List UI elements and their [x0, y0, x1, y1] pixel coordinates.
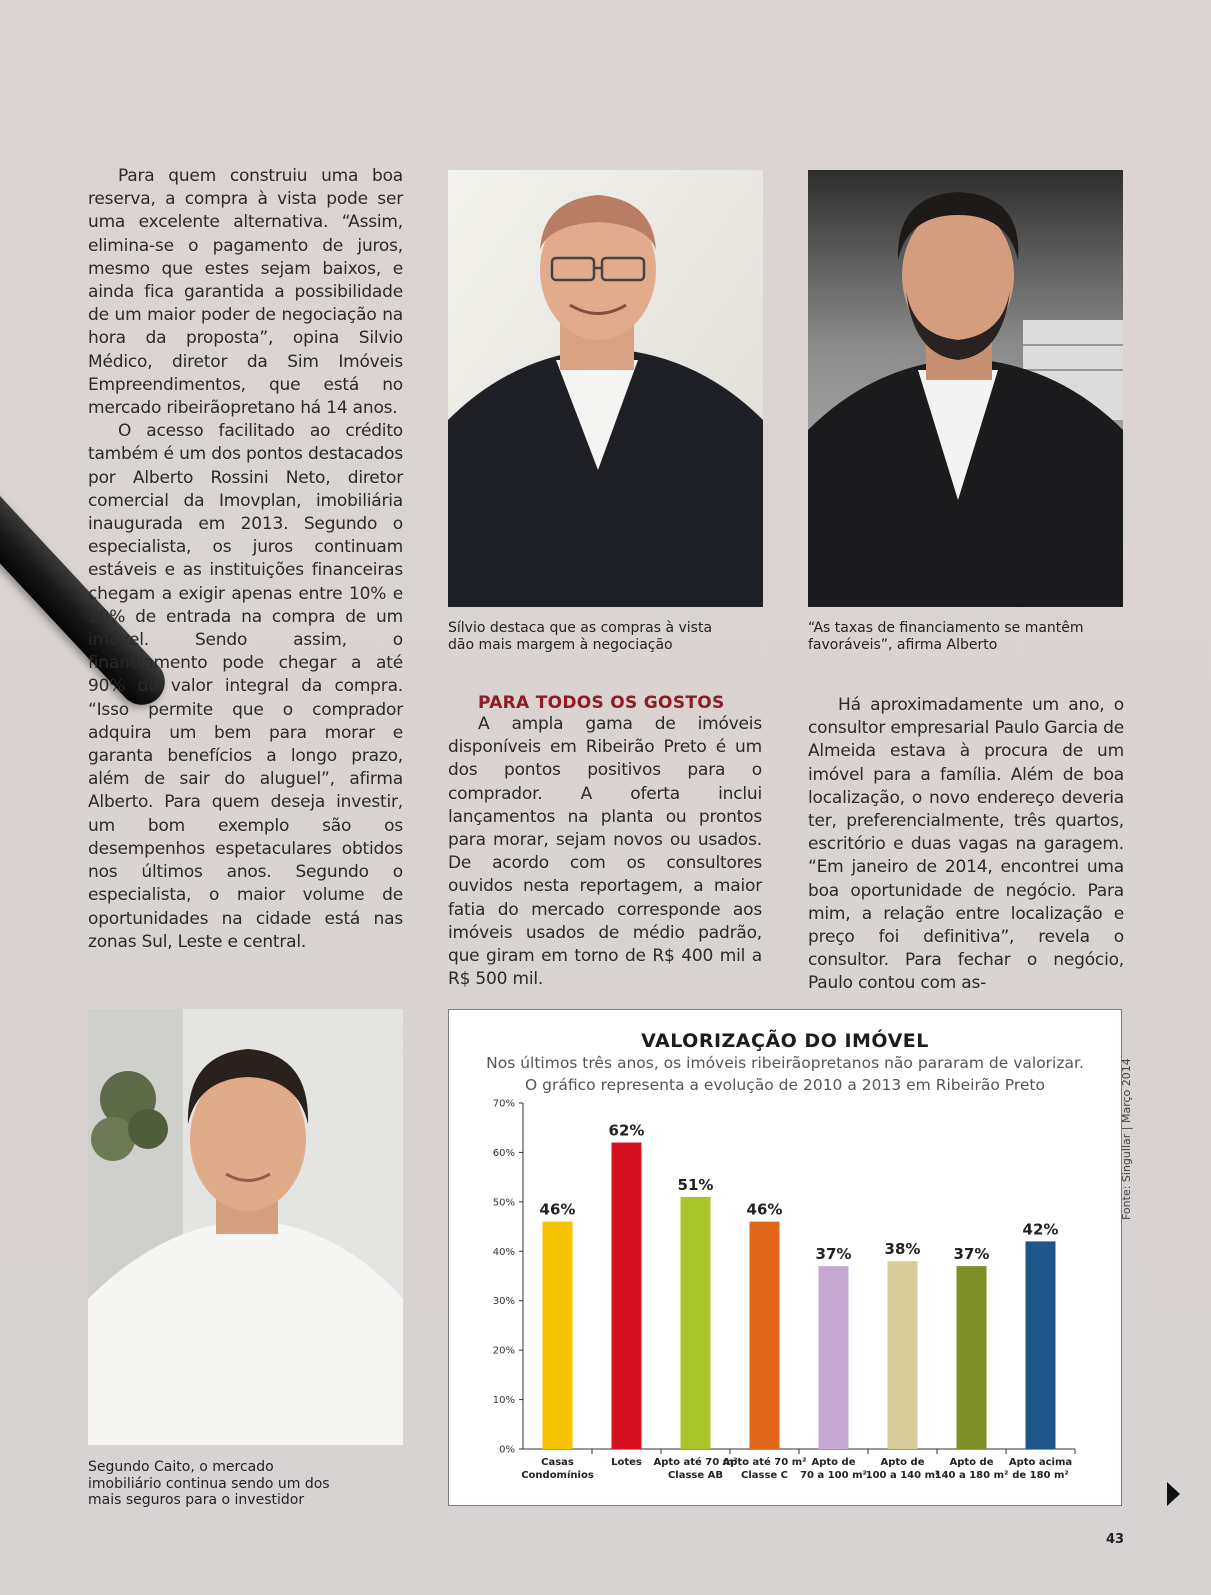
- next-page-arrow-icon[interactable]: [1167, 1482, 1180, 1506]
- x-tick-label: Classe AB: [667, 1470, 724, 1481]
- article-column-3: [808, 694, 1124, 996]
- x-tick-label: Apto até 70 m²: [653, 1457, 738, 1468]
- data-label: 51%: [677, 1175, 714, 1194]
- chart-subtitle-line1: Nos últimos três anos, os imóveis ribeirãopretanos não pararam de valorizar.: [486, 1054, 1084, 1072]
- x-tick-label: Apto até 70 m²: [722, 1457, 807, 1468]
- data-label: 37%: [953, 1245, 990, 1264]
- bar: [612, 1143, 642, 1449]
- x-tick-label: Lotes: [611, 1457, 642, 1468]
- y-tick-label: 10%: [492, 1395, 515, 1407]
- data-label: 46%: [539, 1200, 576, 1219]
- x-tick-label: Apto de: [811, 1457, 856, 1468]
- paragraph: Há aproximadamente um ano, o consultor empresarial Paulo Garcia de Almeida estava à procura de um imóvel para a família. Além de boa localização, o novo endereço deveria ter, preferencialmente, três quartos, escritório e duas vagas na garagem. “Em janeiro de 2014, encontrei uma boa oportunidade de negócio. Para mim, a relação entre localização e preço foi definitiva”, revela o consultor. Para fechar o negócio, Paulo contou com as-: [808, 695, 1124, 994]
- data-label: 37%: [815, 1245, 852, 1264]
- chart-source: Fonte: Singullar | Março 2014: [1120, 1058, 1133, 1220]
- article-column-1: [88, 165, 403, 954]
- data-label: 42%: [1022, 1220, 1059, 1239]
- bar: [750, 1222, 780, 1449]
- bar: [1026, 1241, 1056, 1449]
- photo-caption-caito: Segundo Caito, o mercado imobiliário continua sendo um dos mais seguros para o investidor: [88, 1459, 330, 1508]
- bar: [819, 1266, 849, 1449]
- paragraph: A ampla gama de imóveis disponíveis em Ribeirão Preto é um dos pontos positivos para o comprador. A oferta inclui lançamentos na planta ou prontos para morar, sejam novos ou usados. De acordo com os consultores ouvidos nesta reportagem, a maior fatia do mercado corresponde aos imóveis usados de médio padrão, que giram em torno de R$ 400 mil a R$ 500 mil.: [448, 714, 762, 990]
- x-tick-label: Condomínios: [521, 1470, 594, 1481]
- y-tick-label: 0%: [499, 1444, 515, 1456]
- bar: [543, 1222, 573, 1449]
- bar: [681, 1197, 711, 1449]
- bar: [957, 1266, 987, 1449]
- x-tick-label: 70 a 100 m²: [800, 1470, 867, 1481]
- chart-subtitle-line2: O gráfico representa a evolução de 2010 a 2013 em Ribeirão Preto: [525, 1076, 1045, 1094]
- chart-panel: [448, 1009, 1122, 1506]
- x-tick-label: Apto de: [880, 1457, 925, 1468]
- y-tick-label: 40%: [492, 1246, 515, 1258]
- bar: [888, 1261, 918, 1449]
- photo-silvio: [448, 170, 763, 607]
- paragraph: O acesso facilitado ao crédito também é um dos pontos destacados por Alberto Rossini Neto, diretor comercial da Imovplan, imobiliária inaugurada em 2013. Segundo o especialista, os juros continuam estáveis e as instituições financeiras chegam a exigir apenas entre 10% e 20% de entrada na compra de um imóvel. Sendo assim, o financiamento pode chegar a até 90% do valor integral da compra. “Isso permite que o comprador adquira um bem para morar e garanta benefícios a longo prazo, além de sair do aluguel”, afirma Alberto. Para quem deseja investir, um bom exemplo são os desempenhos espetaculares obtidos nos últimos anos. Segundo o especialista, o maior volume de oportunidades na cidade está nas zonas Sul, Leste e central.: [88, 421, 403, 952]
- chart-title: VALORIZAÇÃO DO IMÓVEL: [641, 1030, 929, 1052]
- bar-chart: [449, 1010, 1121, 1505]
- section-heading: PARA TODOS OS GOSTOS: [478, 693, 725, 713]
- y-tick-label: 60%: [492, 1147, 515, 1159]
- data-label: 38%: [884, 1240, 921, 1259]
- x-tick-label: de 180 m²: [1012, 1470, 1069, 1481]
- x-tick-label: Apto de: [949, 1457, 994, 1468]
- data-label: 46%: [746, 1200, 783, 1219]
- y-tick-label: 70%: [492, 1098, 515, 1110]
- page-number: 43: [1106, 1532, 1125, 1547]
- x-tick-label: 140 a 180 m²: [934, 1470, 1009, 1481]
- y-tick-label: 20%: [492, 1345, 515, 1357]
- data-label: 62%: [608, 1121, 645, 1140]
- y-tick-label: 50%: [492, 1197, 515, 1209]
- x-tick-label: Classe C: [740, 1470, 789, 1481]
- photo-caption-silvio: Sílvio destaca que as compras à vista dão mais margem à negociação: [448, 620, 713, 653]
- paragraph: Para quem construiu uma boa reserva, a compra à vista pode ser uma excelente alternativa. “Assim, elimina-se o pagamento de juros, mesmo que estes sejam baixos, e ainda fica garantida a possibilidade de um maior poder de negociação na hora da proposta”, opina Silvio Médico, diretor da Sim Imóveis Empreendimentos, que está no mercado ribeirãopretano há 14 anos.: [88, 166, 403, 419]
- photo-alberto: [808, 170, 1123, 607]
- photo-caption-alberto: “As taxas de financiamento se mantêm favoráveis”, afirma Alberto: [808, 620, 1084, 653]
- section-heading-wrap: [448, 693, 762, 713]
- photo-caito: [88, 1009, 403, 1445]
- article-column-2: [448, 713, 762, 991]
- x-tick-label: Casas: [541, 1457, 574, 1468]
- x-tick-label: Apto acima: [1008, 1457, 1073, 1468]
- y-tick-label: 30%: [492, 1296, 515, 1308]
- x-tick-label: 100 a 140 m²: [865, 1470, 940, 1481]
